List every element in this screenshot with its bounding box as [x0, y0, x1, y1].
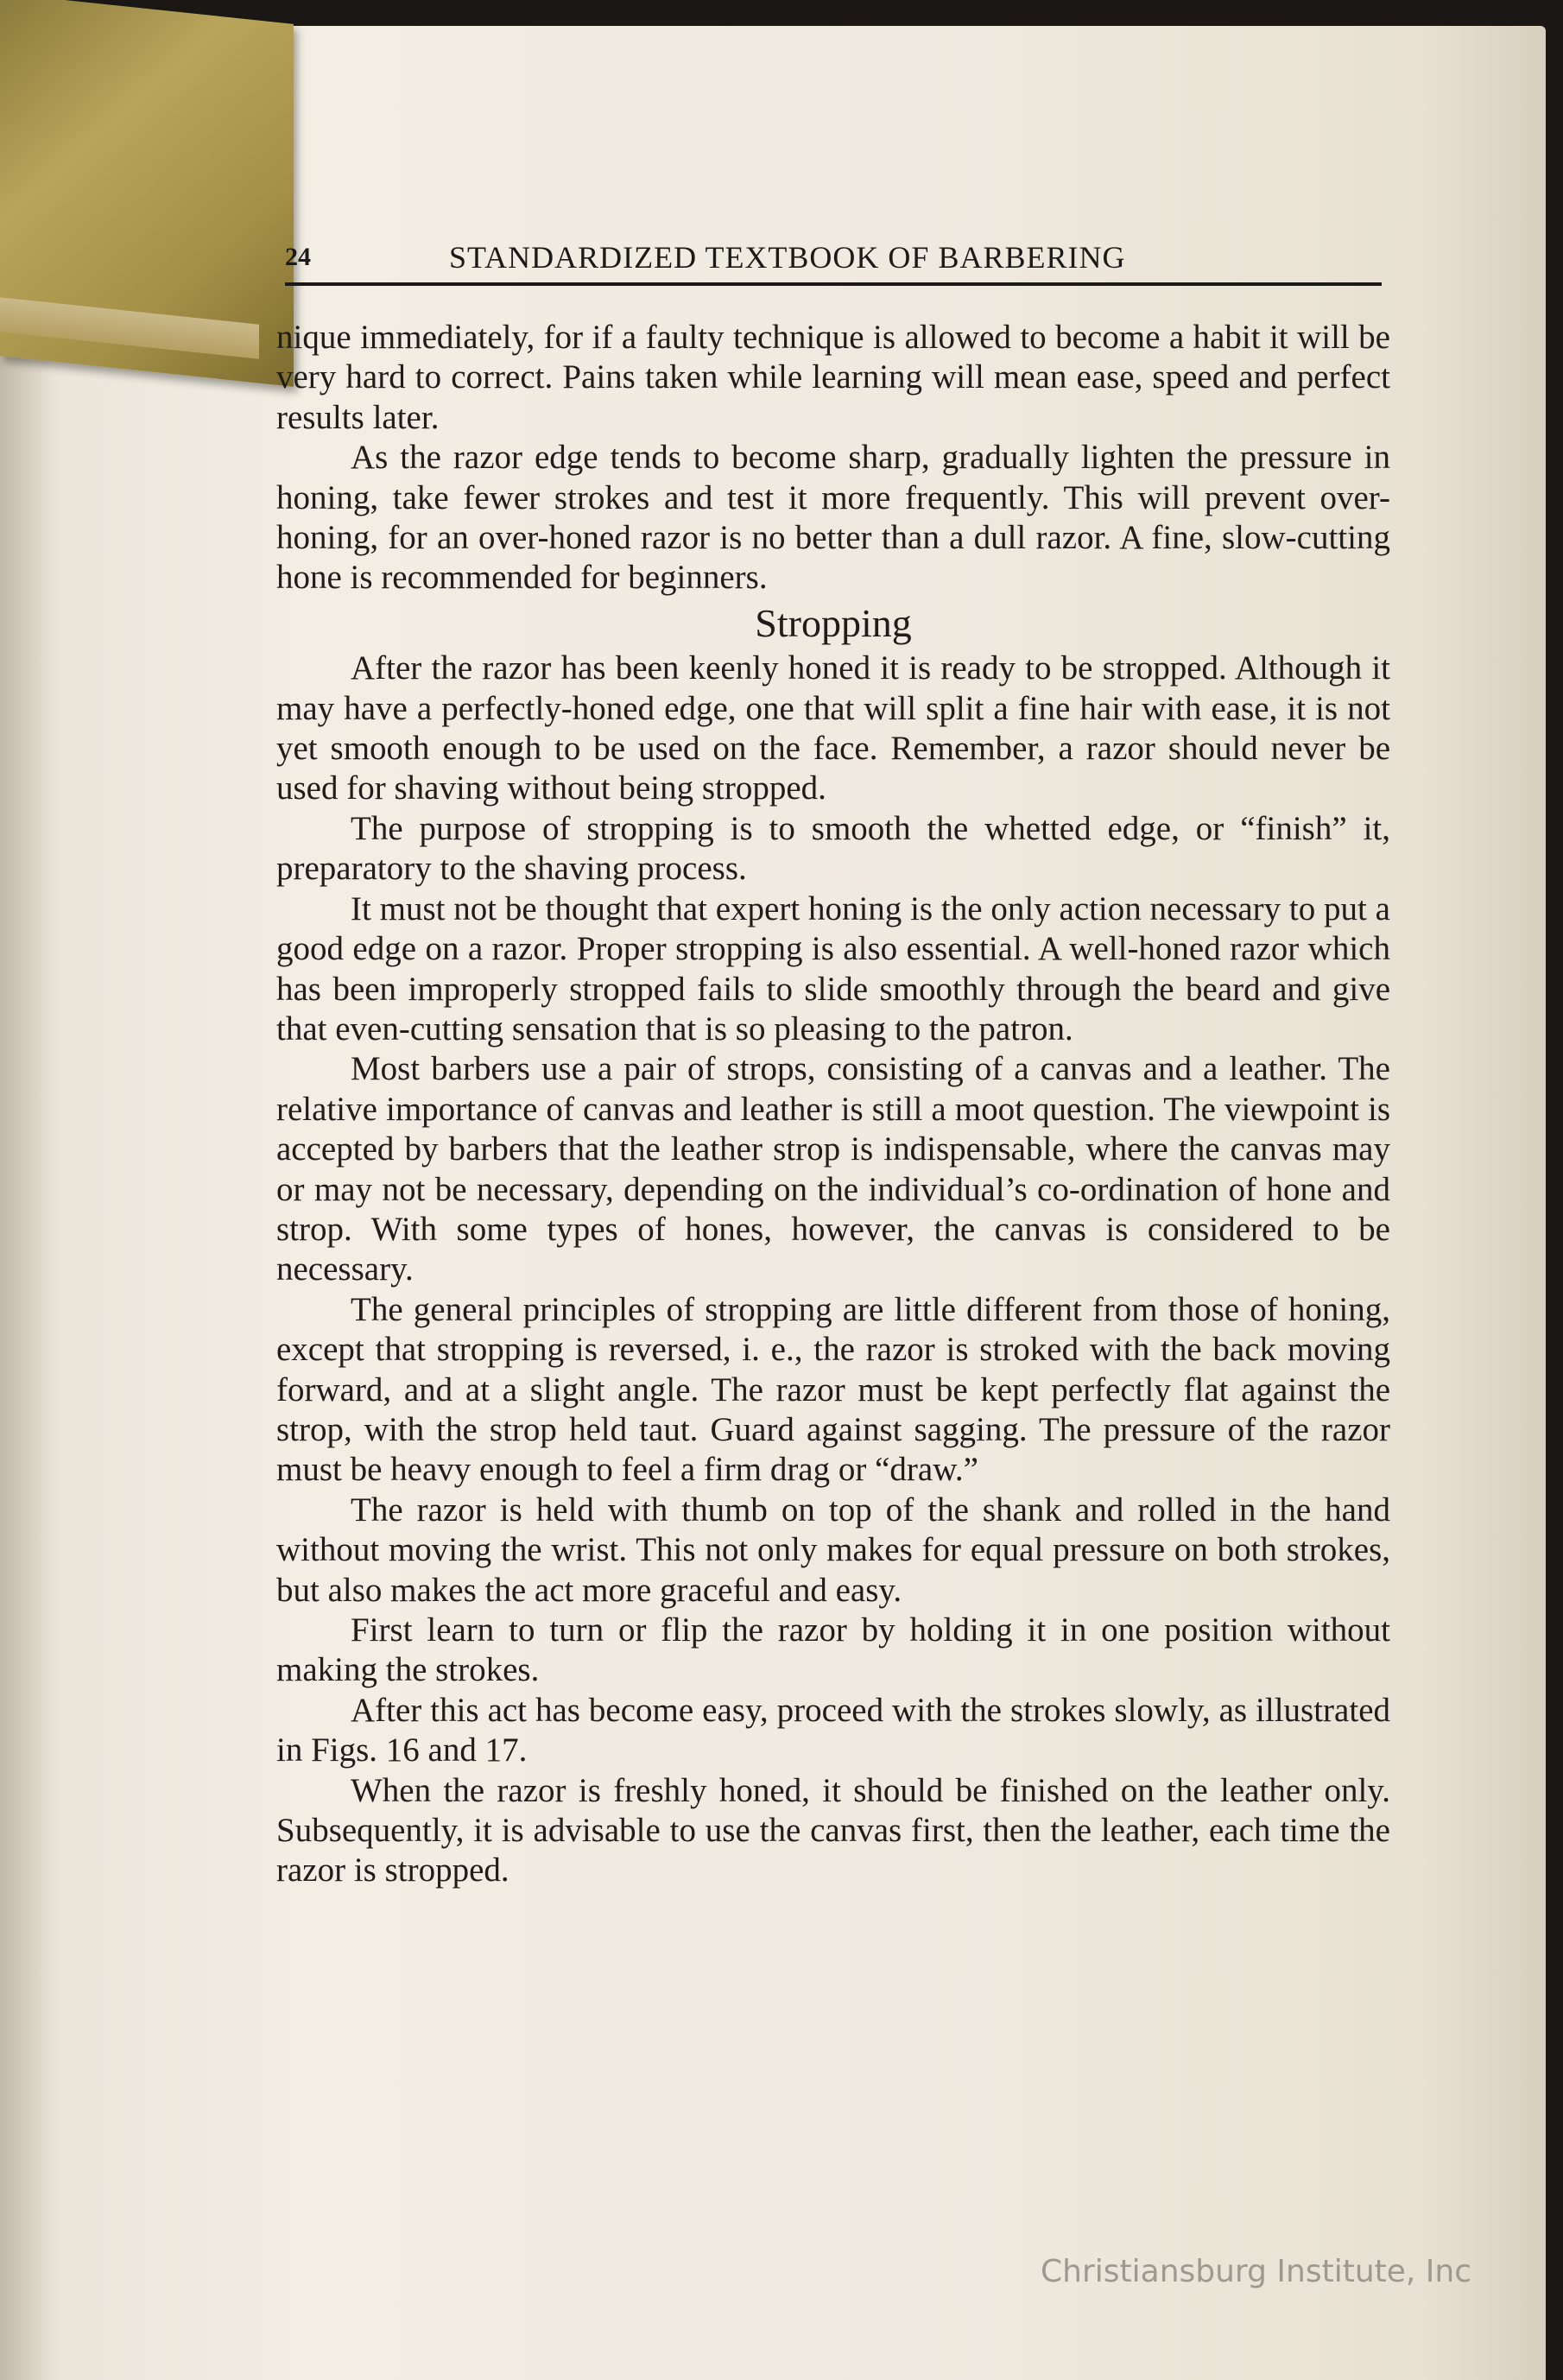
paragraph: The general principles of stropping are little different from those of honing, except that stropping is reversed, i. e., the razor is stroked with the back moving forward, and at a slight angle. The razor must be kept perfectly flat against the strop, with the strop held taut. Guard against sagging. The pressure of the razor must be heavy enough to feel a firm drag or “draw.”: [276, 1290, 1390, 1489]
paragraph: When the razor is freshly honed, it should be finished on the leather only. Subsequently, it is advisable to use the canvas first, then the leather, each time the razor is stropped.: [276, 1771, 1390, 1889]
paragraph-continuation: nique immediately, for if a faulty technique is allowed to become a habit it will be very hard to correct. Pains taken while learning will mean ease, speed and perfect results later.: [276, 319, 1390, 436]
paragraph: After the razor has been keenly honed it is ready to be stropped. Although it may have a perfectly-honed edge, one that will split a fine hair with ease, it is not yet smooth enough to be used on the face. Remember, a razor should never be used for shaving without being stropped.: [276, 649, 1390, 807]
paragraph: After this act has become easy, proceed with the strokes slowly, as illustrated in Figs. 16 and 17.: [276, 1691, 1390, 1769]
body-text: [276, 318, 1390, 1891]
running-title: STANDARDIZED TEXTBOOK OF BARBERING: [449, 240, 1126, 275]
paragraph: As the razor edge tends to become sharp, gradually lighten the pressure in honing, take fewer strokes and test it more frequently. This will prevent over-honing, for an over-honed razor is no better than a dull razor. A fine, slow-cutting hone is recommended for beginners.: [276, 439, 1390, 597]
running-header: [285, 237, 1382, 286]
watermark: Christiansburg Institute, Inc: [1041, 2254, 1472, 2289]
page-gutter-shadow: [0, 26, 52, 2380]
paragraph: First learn to turn or flip the razor by holding it in one position without making the strokes.: [276, 1611, 1390, 1689]
paragraph: The razor is held with thumb on top of the shank and rolled in the hand without moving the wrist. This not only makes for equal pressure on both strokes, but also makes the act more graceful and easy.: [276, 1491, 1390, 1609]
paragraph: The purpose of stropping is to smooth the whetted edge, or “finish” it, preparatory to the shaving process.: [276, 809, 1390, 888]
page-number: 24: [285, 243, 311, 271]
paragraph: Most barbers use a pair of strops, consisting of a canvas and a leather. The relative importance of canvas and leather is still a moot question. The viewpoint is accepted by barbers that the leather strop is indispensable, where the canvas may or may not be necessary, depending on the individual’s co-ordination of hone and strop. With some types of hones, however, the canvas is considered to be necessary.: [276, 1050, 1390, 1288]
paragraph: It must not be thought that expert honing is the only action necessary to put a good edge on a razor. Proper stropping is also essential. A well-honed razor which has been improperly stropped fails to slide smoothly through the beard and give that even-cutting sensation that is so pleasing to the patron.: [276, 889, 1390, 1048]
section-heading: Stropping: [755, 600, 912, 645]
